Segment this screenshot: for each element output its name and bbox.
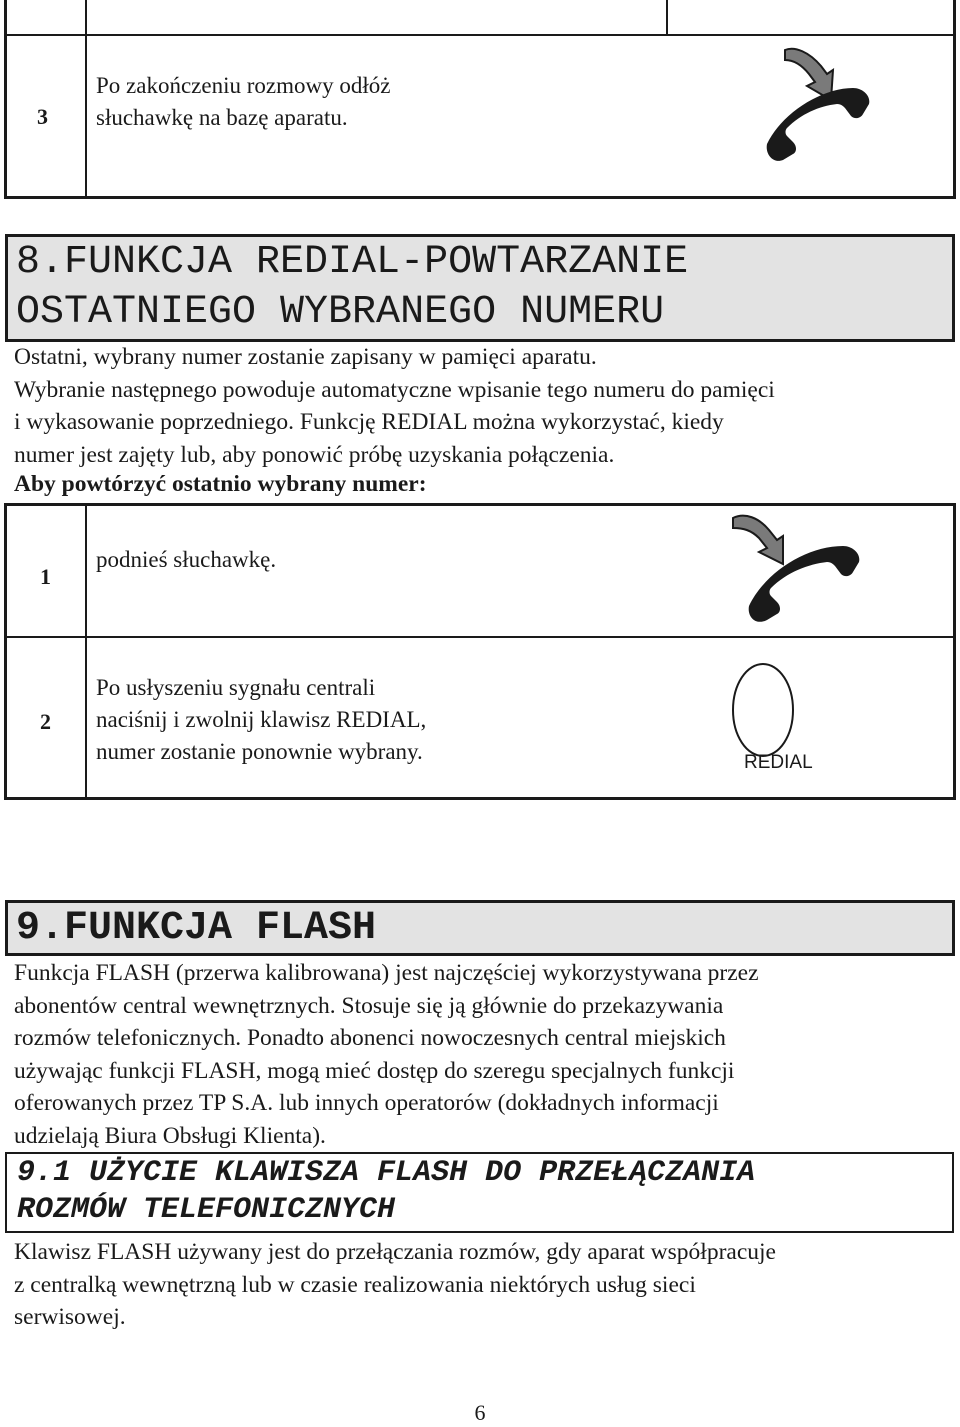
section-8-paragraph xyxy=(14,341,940,471)
step-text-line: Po usłyszeniu sygnału centrali xyxy=(96,675,376,700)
step-number: 3 xyxy=(37,104,48,129)
heading-line: 9.FUNKCJA FLASH xyxy=(16,906,377,951)
paragraph-line: numer jest zajęty lub, aby ponowić próbę uzyskania połączenia. xyxy=(14,441,615,468)
paragraph-line: udzielają Biura Obsługi Klienta). xyxy=(14,1122,326,1149)
table-divider xyxy=(666,0,668,36)
paragraph-line: Wybranie następnego powoduje automatyczne wpisanie tego numeru do pamięci xyxy=(14,376,775,403)
step-text-line: naciśnij i zwolnij klawisz REDIAL, xyxy=(96,707,427,732)
paragraph-line: Klawisz FLASH używany jest do przełączania rozmów, gdy aparat współpracuje xyxy=(14,1239,776,1265)
section-9-1-paragraph xyxy=(14,1236,940,1334)
step-text-line: numer zostanie ponownie wybrany. xyxy=(96,739,423,764)
section-9-paragraph xyxy=(14,957,940,1152)
handset-hang-up-icon xyxy=(759,42,879,172)
table-divider xyxy=(85,0,87,196)
heading-line: 8.FUNKCJA REDIAL-POWTARZANIE xyxy=(16,240,689,285)
subheading-line: 9.1 UŻYCIE KLAWISZA FLASH DO PRZEŁĄCZANIA xyxy=(17,1156,756,1190)
paragraph-line: używając funkcji FLASH, mogą mieć dostęp do szeregu specjalnych funkcji xyxy=(14,1057,735,1084)
step-text-line: Po zakończeniu rozmowy odłóż xyxy=(96,73,391,98)
heading-line: OSTATNIEGO WYBRANEGO NUMERU xyxy=(16,290,665,335)
paragraph-line: serwisowej. xyxy=(14,1304,126,1330)
instruction-lead: Aby powtórzyć ostatnio wybrany numer: xyxy=(14,471,427,497)
redial-key-label: REDIAL xyxy=(744,752,813,773)
table-divider xyxy=(85,506,87,797)
paragraph-line: i wykasowanie poprzedniego. Funkcję REDIAL można wykorzystać, kiedy xyxy=(14,409,724,435)
step-text-line: podnieś słuchawkę. xyxy=(96,547,277,572)
table-divider xyxy=(7,636,953,638)
table-divider xyxy=(7,34,953,36)
subheading-line: ROZMÓW TELEFONICZNYCH xyxy=(17,1193,396,1227)
step-table-top xyxy=(4,0,956,199)
step-text-line: słuchawkę na bazę aparatu. xyxy=(96,105,348,130)
paragraph-line: abonentów central wewnętrznych. Stosuje się ją głównie do przekazywania xyxy=(14,992,724,1019)
section-9-1-heading xyxy=(5,1152,954,1233)
section-8-heading xyxy=(5,234,955,342)
redial-key-icon xyxy=(729,660,799,760)
page-number: 6 xyxy=(474,1400,486,1425)
handset-pick-up-icon xyxy=(727,510,867,628)
step-number: 1 xyxy=(40,564,51,589)
section-9-heading xyxy=(5,900,955,956)
paragraph-line: rozmów telefonicznych. Ponadto abonenci nowoczesnych central miejskich xyxy=(14,1025,726,1051)
step-number: 2 xyxy=(40,709,51,734)
step-table-redial xyxy=(4,503,956,800)
paragraph-line: Funkcja FLASH (przerwa kalibrowana) jest najczęściej wykorzystywana przez xyxy=(14,960,759,986)
paragraph-line: z centralką wewnętrzną lub w czasie realizowania niektórych usług sieci xyxy=(14,1271,696,1298)
paragraph-line: oferowanych przez TP S.A. lub innych operatorów (dokładnych informacji xyxy=(14,1090,719,1116)
paragraph-line: Ostatni, wybrany numer zostanie zapisany w pamięci aparatu. xyxy=(14,344,597,370)
